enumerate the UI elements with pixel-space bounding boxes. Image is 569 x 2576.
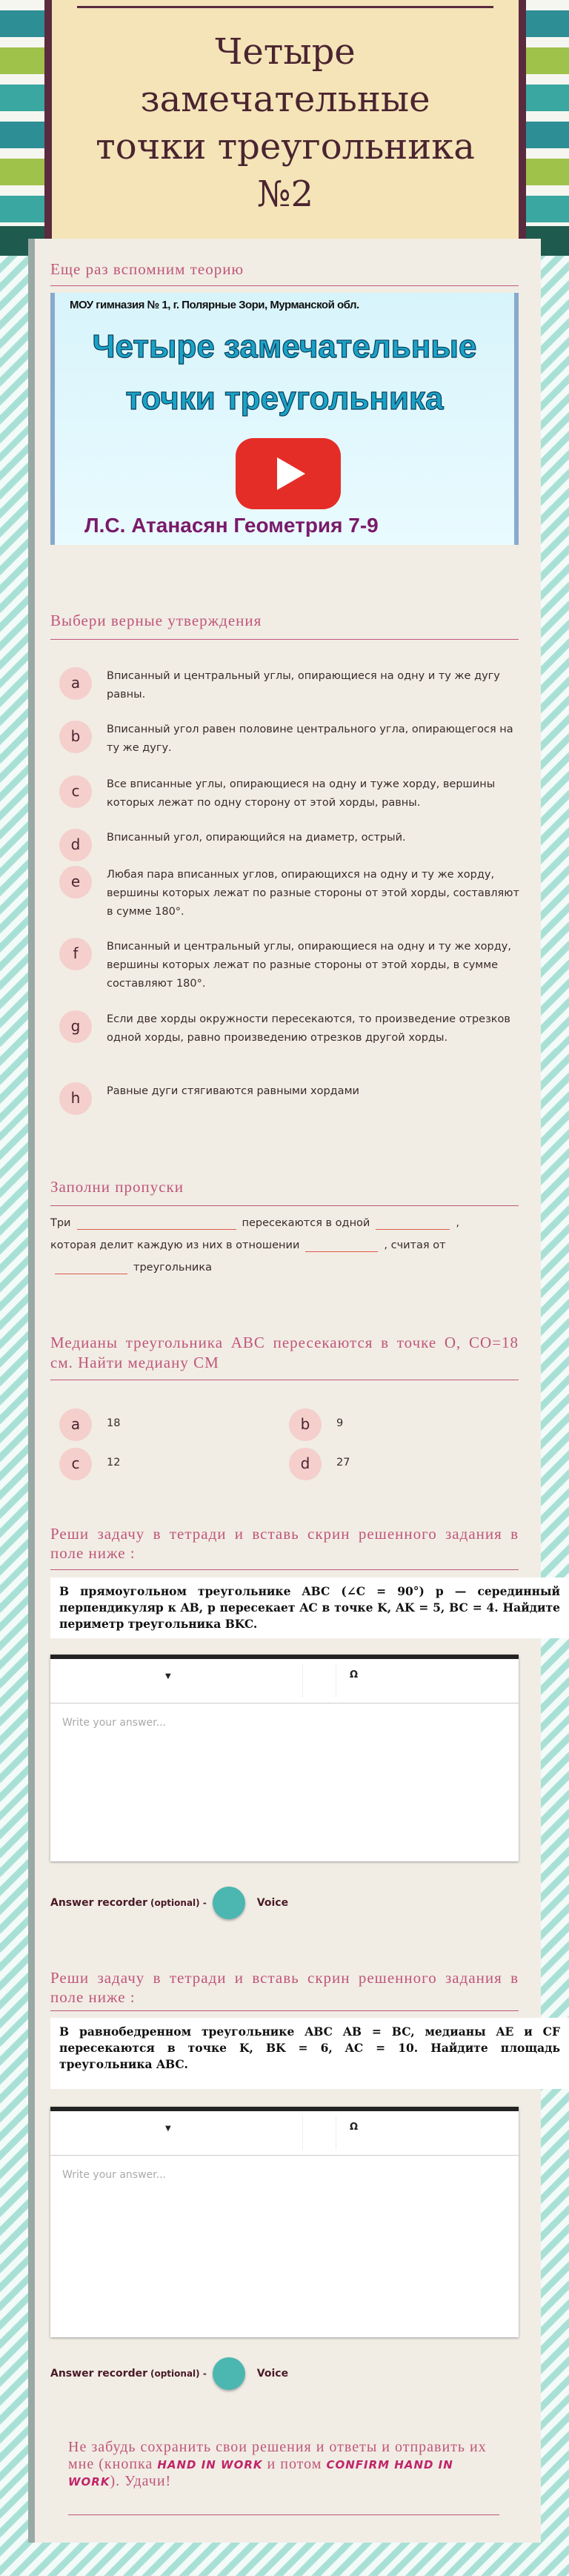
blank-input[interactable] — [305, 1239, 378, 1252]
fill-text: пересекаются в одной — [242, 1217, 370, 1229]
task2-title: Реши задачу в тетради и вставь скрин решенного задания в поле ниже : — [50, 1969, 519, 2006]
divider — [50, 1205, 519, 1206]
closing-text: и потом — [262, 2456, 327, 2472]
choice-letter[interactable]: b — [59, 721, 92, 753]
problem-image: В равнобедренном треугольнике ABC AB = BC, медианы AE и CF пересекаются в точке K, BK = 6, AC = 10. Найдите площадь треугольника ABC. — [50, 2018, 569, 2089]
closing-text: ). Удачи! — [110, 2473, 172, 2489]
title-line: точки треугольника — [96, 126, 475, 168]
closing-note — [68, 2439, 502, 2490]
answer-editor — [50, 1655, 519, 1861]
hand-in-work-label: HAND IN WORK — [157, 2458, 263, 2471]
dropdown-caret-icon[interactable]: ▼ — [165, 1672, 171, 1681]
choice-text: Вписанный угол равен половине центрального угла, опирающегося на ту же дугу. — [107, 724, 513, 754]
divider — [50, 639, 519, 640]
toolbar-group — [302, 2116, 336, 2150]
voice-label: Voice — [256, 1897, 289, 1909]
fill-text: , считая от — [384, 1239, 446, 1251]
answer-recorder — [50, 2357, 288, 2390]
header-rule — [77, 6, 493, 8]
fill-title: Заполни пропуски — [50, 1178, 184, 1196]
fill-text: Три — [50, 1217, 71, 1229]
choice-letter[interactable]: d — [289, 1448, 322, 1480]
record-button[interactable] — [213, 1887, 245, 1919]
problem-image: В прямоугольном треугольнике ABC (∠C = 90°) p — серединный перпендикуляр к AB, p пересекает AC в точке K, AK = 5, BC = 4. Найдите периметр треугольника BKC. — [50, 1577, 569, 1638]
choice-letter[interactable]: c — [59, 775, 92, 808]
choice-text: Любая пара вписанных углов, опирающихся на одну и ту же хорду, вершины которых лежат по разные стороны от этой хорды, составляют в сумме 180°. — [107, 869, 519, 918]
dropdown-caret-icon[interactable]: ▼ — [165, 2125, 171, 2133]
title-line: Четыре — [215, 31, 356, 73]
blank-input[interactable] — [376, 1216, 450, 1230]
choose-title: Выбери верные утверждения — [50, 612, 262, 629]
page-title — [52, 28, 519, 218]
divider — [50, 285, 519, 286]
answer-input[interactable] — [50, 2156, 519, 2337]
confirm-hand-in-label: CONFIRM HAND IN WORK — [68, 2458, 453, 2489]
choice-letter[interactable]: a — [59, 667, 92, 700]
recorder-optional: (optional) - — [150, 2368, 207, 2379]
video-heading: Четыре замечательные точки треугольника — [92, 328, 477, 417]
answer-input[interactable] — [50, 1703, 519, 1861]
title-line: №2 — [257, 173, 313, 215]
video-embed[interactable] — [50, 293, 519, 545]
fill-text: , — [456, 1217, 459, 1229]
medians-title: Медианы треугольника АВС пересекаются в точке О, СО=18 см. Найти медиану СМ — [50, 1334, 519, 1371]
choice-letter[interactable]: g — [59, 1010, 92, 1043]
voice-label: Voice — [256, 2368, 289, 2380]
fill-text: которая делит каждую из них в отношении — [50, 1239, 300, 1251]
fill-in-blanks — [50, 1212, 525, 1279]
divider — [50, 2010, 519, 2011]
blank-input[interactable] — [55, 1261, 127, 1274]
special-char-icon[interactable]: Ω — [350, 1669, 359, 1681]
fill-text: треугольника — [133, 1262, 213, 1274]
choice-text: Вписанный угол, опирающийся на диаметр, острый. — [107, 832, 406, 844]
divider — [68, 2514, 499, 2515]
choice-text: 12 — [107, 1457, 121, 1469]
title-line: замечательные — [140, 79, 430, 120]
video-footer: Л.С. Атанасян Геометрия 7-9 — [84, 514, 379, 537]
video-caption: МОУ гимназия № 1, г. Полярные Зори, Мурманской обл. — [70, 299, 359, 311]
closing-text: Не забудь сохранить свои решения и ответы и отправить их мне (кнопка — [68, 2439, 487, 2472]
choice-letter[interactable]: a — [59, 1408, 92, 1441]
choice-text: 9 — [336, 1417, 344, 1429]
choice-letter[interactable]: b — [289, 1408, 322, 1441]
recorder-label: Answer recorder — [50, 1897, 147, 1909]
choice-letter[interactable]: d — [59, 829, 92, 861]
header-card — [44, 0, 526, 256]
choice-letter[interactable]: c — [59, 1448, 92, 1480]
choice-letter[interactable]: f — [59, 938, 92, 970]
recorder-optional: (optional) - — [150, 1898, 207, 1908]
choice-text: Если две хорды окружности пересекаются, то произведение отрезков одной хорды, равно произведению отрезков другой хорды. — [107, 1013, 510, 1044]
choice-letter[interactable]: e — [59, 866, 92, 898]
choice-text: Все вписанные углы, опирающиеся на одну и туже хорду, вершины которых лежат по одну сторону от этой хорды, равны. — [107, 778, 496, 809]
special-char-icon[interactable]: Ω — [350, 2122, 359, 2133]
divider — [50, 1569, 519, 1570]
choice-text: Вписанный и центральный углы, опирающиеся на одну и ту же дугу равны. — [107, 670, 500, 701]
task1-title: Реши задачу в тетради и вставь скрин решенного задания в поле ниже : — [50, 1525, 519, 1562]
choice-text: 27 — [336, 1457, 350, 1469]
editor-toolbar — [50, 1659, 519, 1703]
blank-input[interactable] — [77, 1216, 236, 1230]
theory-title: Еще раз вспомним теорию — [50, 260, 244, 278]
choice-text: Равные дуги стягиваются равными хордами — [107, 1085, 359, 1097]
choice-text: 18 — [107, 1417, 121, 1429]
answer-editor — [50, 2107, 519, 2337]
editor-toolbar — [50, 2111, 519, 2156]
choice-letter[interactable]: h — [59, 1082, 92, 1115]
record-button[interactable] — [213, 2357, 245, 2390]
choice-text: Вписанный и центральный углы, опирающиеся на одну и ту же хорду, вершины которых лежат по разные стороны от этой хорды, в сумме составляют 180°. — [107, 941, 511, 990]
play-icon[interactable] — [236, 438, 341, 509]
answer-recorder — [50, 1887, 288, 1919]
recorder-label: Answer recorder — [50, 2368, 147, 2380]
toolbar-group — [302, 1663, 336, 1698]
